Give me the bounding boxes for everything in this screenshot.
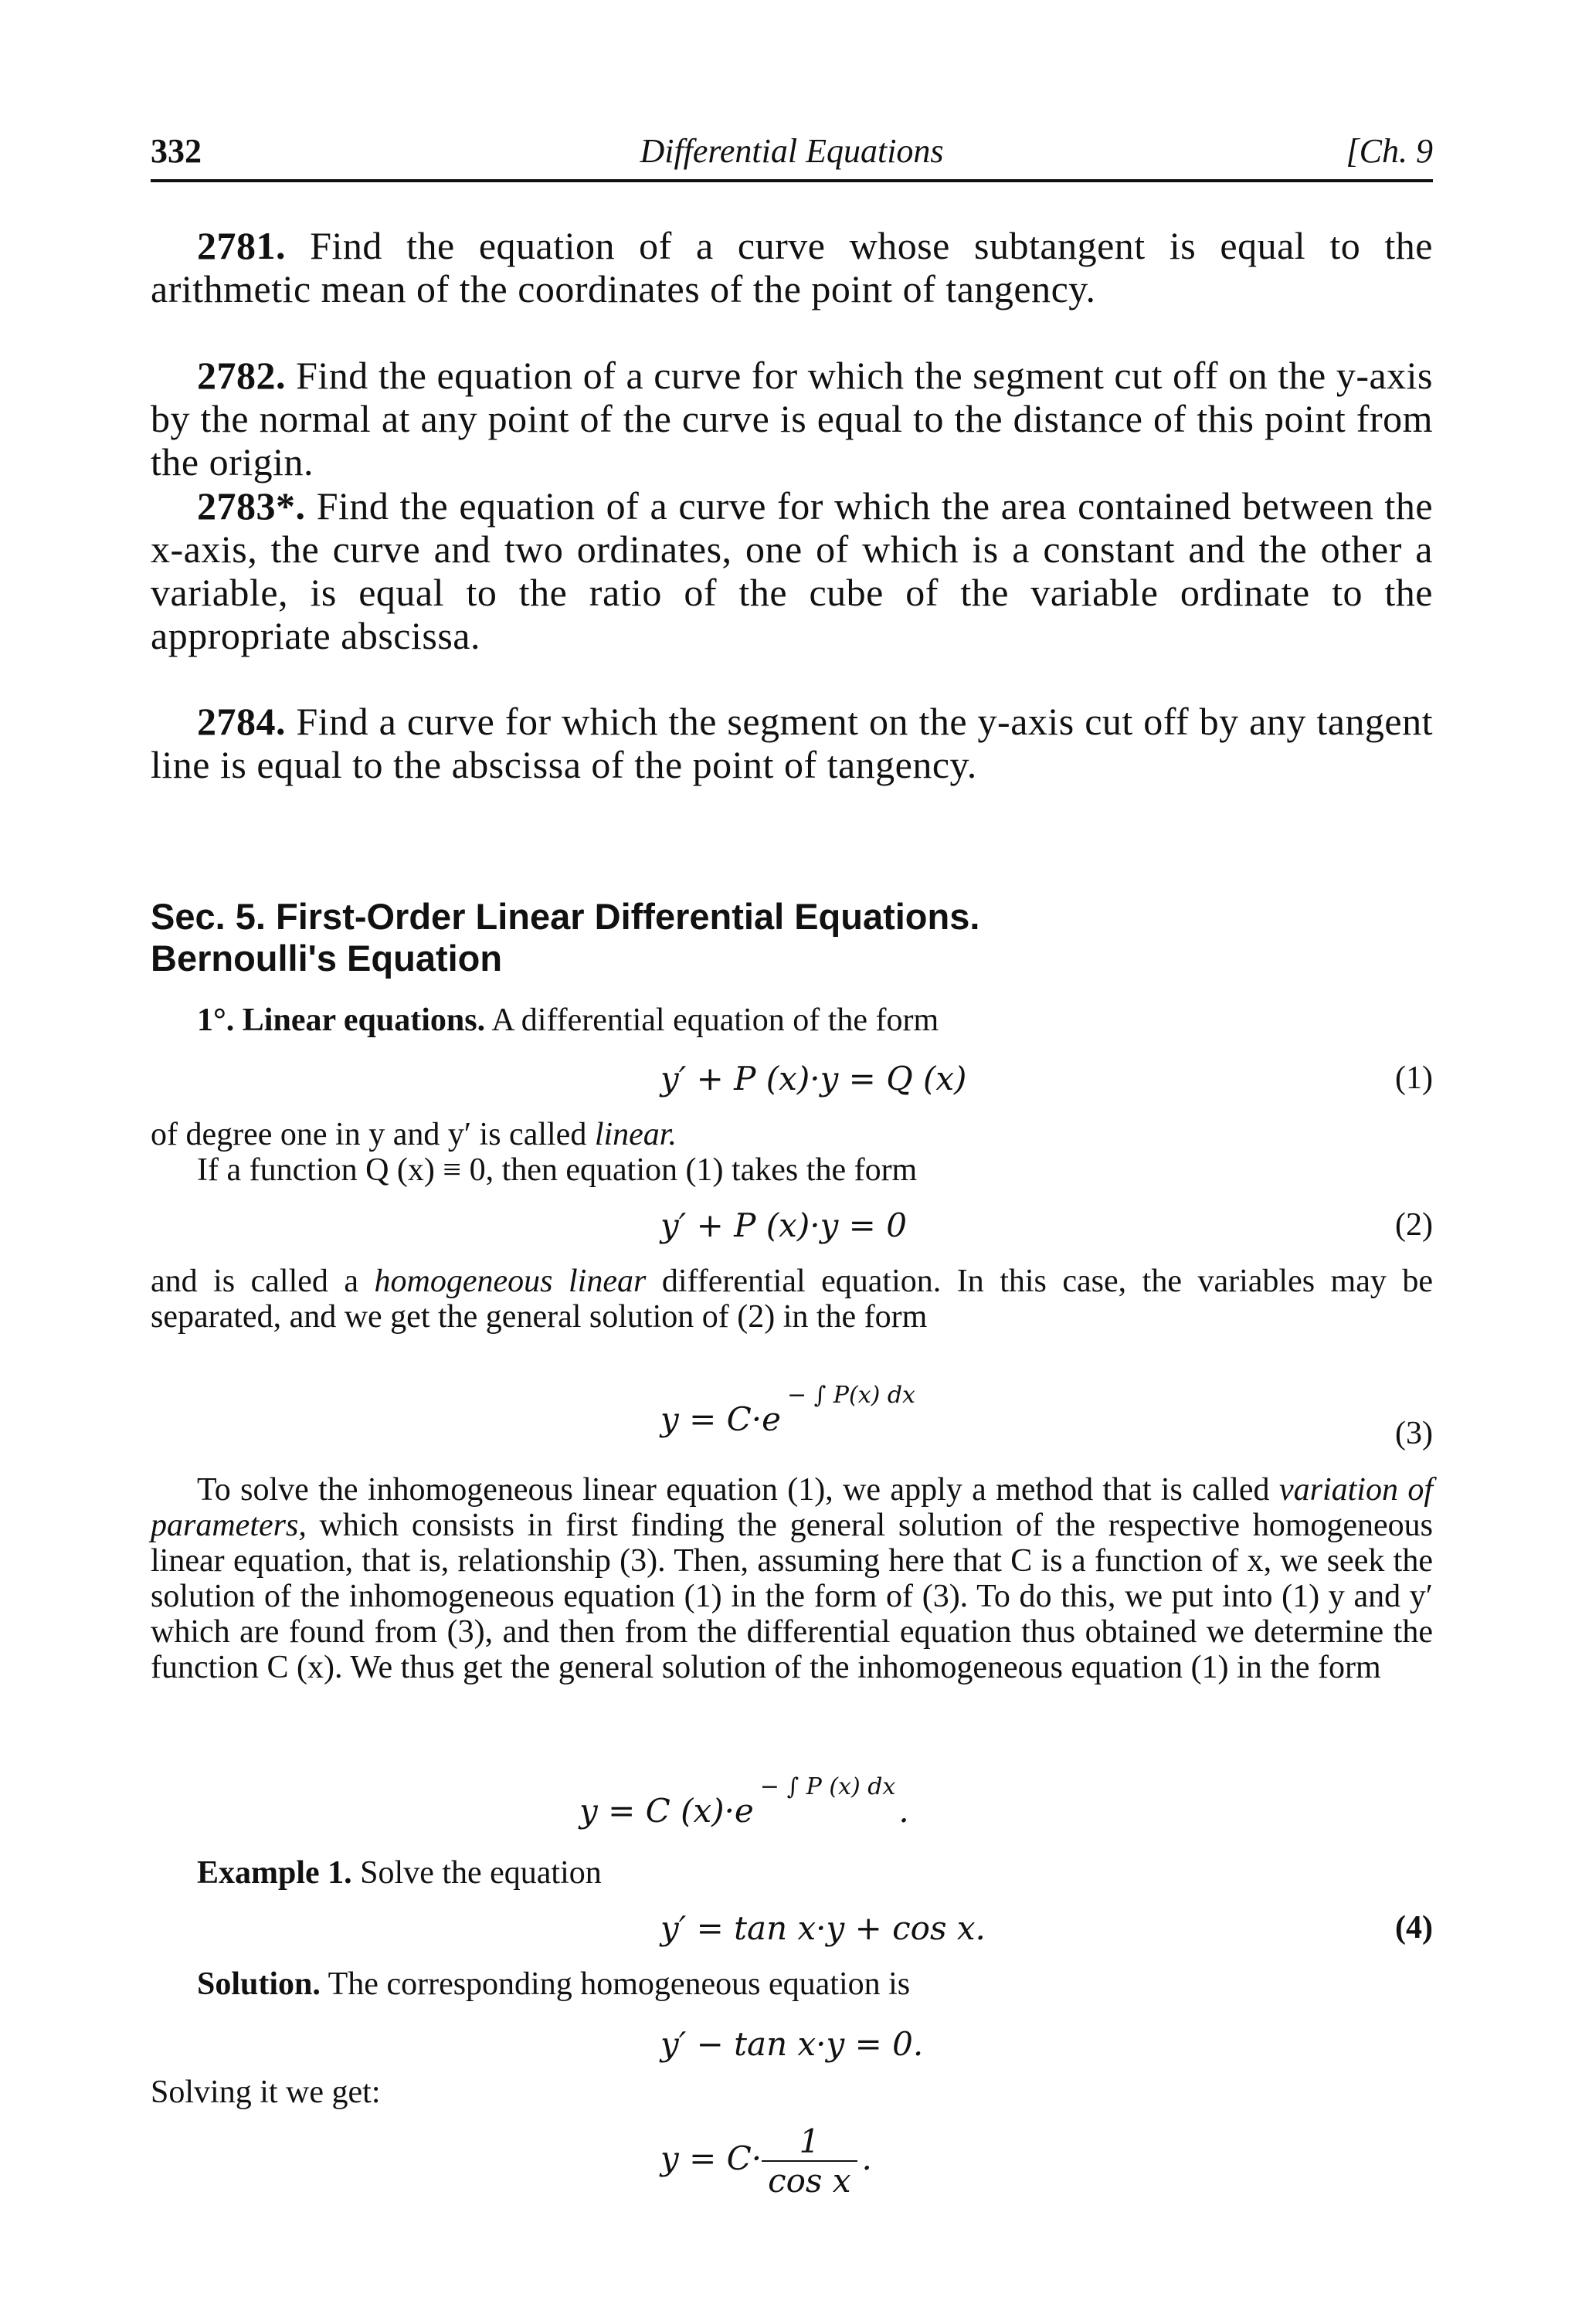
chapter-marker: [Ch. 9 [1346, 132, 1433, 170]
solving-label: Solving it we get: [151, 2075, 381, 2110]
solution-end: . [861, 2139, 872, 2177]
linear-intro [151, 1003, 1433, 1038]
homogeneous-equation: y′ − tan x·y = 0. [660, 2025, 924, 2063]
example-text: Solve the equation [360, 1855, 602, 1891]
solution-equation [660, 2122, 872, 2200]
example-label: Example 1. [197, 1855, 352, 1891]
equation-3 [660, 1379, 915, 1438]
problem-2784 [151, 700, 1433, 786]
problem-text: Find the equation of a curve whose subtangent is equal to the arithmetic mean of the coordinates of the point of tangency. [151, 224, 1433, 310]
term-homogeneous-linear: homogeneous linear [374, 1264, 647, 1299]
problem-text: Find a curve for which the segment on the y-axis cut off by any tangent line is equal to the abscissa of the point of tangency. [151, 700, 1433, 786]
section-heading [151, 896, 1433, 979]
fraction-denominator: cos x [768, 2162, 851, 2200]
problem-text: Find the equation of a curve for which the area contained between the x-axis, the curve and two ordinates, one of which is a constant and the other a variable, is equal to the ratio of the cube of the variable ordinate to the appropriate abscissa. [151, 484, 1434, 657]
page-number: 332 [151, 132, 202, 170]
section-heading-line1: Sec. 5. First-Order Linear Differential Equations. [151, 896, 980, 937]
equation-4: y′ = tan x·y + cos x. [660, 1909, 986, 1947]
equation-number-1: (1) [1395, 1060, 1433, 1096]
equation-number-3: (3) [1395, 1416, 1433, 1451]
text: which consists in first finding the general solution of the respective homogeneous linear equation, that is, relationship (3). Then, assuming here that C is a function of x, we seek the solution of the inhomogeneous equation (1) in the form of (3). To do this, we put into (1) y and y′ which are found from (3), and then from the differential equation thus obtained we determine the function C (x). We thus get the general solution of the inhomogeneous equation (1) in the form [151, 1508, 1433, 1685]
solution-label: Solution. [197, 1966, 321, 2002]
problem-text: Find the equation of a curve for which the segment cut off on the y-axis by the normal at any point of the curve is equal to the distance of this point from the origin. [151, 354, 1434, 483]
solution-paragraph [151, 1966, 1433, 2002]
problem-2782 [151, 354, 1433, 483]
problem-number: 2784. [197, 700, 286, 743]
equation-number-4: (4) [1395, 1910, 1433, 1946]
paragraph-variation-of-parameters [151, 1472, 1433, 1685]
text: differential equation. In this case, the variables may be separated, and we get the general solution of (2) in the form [151, 1264, 1433, 1335]
paragraph-q-zero [151, 1152, 1433, 1188]
text: To solve the inhomogeneous linear equation (1), we apply a method that is called [197, 1472, 1279, 1508]
fraction-numerator: 1 [762, 2122, 857, 2162]
text: and is called a [151, 1264, 375, 1299]
solution-lhs: y = C· [660, 2139, 762, 2177]
fraction [762, 2122, 857, 2200]
intro-text: A differential equation of the form [491, 1003, 939, 1038]
term-variation-of-parameters: variation of parameters, [151, 1472, 1434, 1543]
header-title: Differential Equations [640, 132, 944, 170]
problem-number: 2781. [197, 224, 286, 267]
equation-1: y′ + P (x)·y = Q (x) [660, 1060, 967, 1098]
solution-text: The corresponding homogeneous equation is [328, 1966, 911, 2002]
equation-4-base: y = C (x)·e [579, 1792, 754, 1830]
example-1 [151, 1855, 1433, 1891]
subsection-label: 1°. Linear equations. [197, 1003, 486, 1038]
section-heading-line2: Bernoulli's Equation [151, 938, 503, 979]
equation-4-exponent: − ∫ P (x) dx [759, 1773, 896, 1800]
term-linear: linear. [594, 1117, 677, 1152]
problem-number: 2782. [197, 354, 286, 397]
text: If a function Q (x) ≡ 0, then equation (1) takes the form [197, 1152, 918, 1188]
equation-3-base: y = C·e [660, 1400, 781, 1438]
equation-2: y′ + P (x)·y = 0 [660, 1206, 907, 1244]
paragraph-homogeneous [151, 1264, 1433, 1335]
equation-general-solution [579, 1770, 909, 1830]
equation-4-end: . [898, 1792, 909, 1830]
equation-3-exponent: − ∫ P(x) dx [786, 1382, 915, 1409]
problem-2781 [151, 224, 1433, 310]
equation-number-2: (2) [1395, 1207, 1433, 1243]
running-header [151, 131, 1433, 182]
problem-2783 [151, 484, 1433, 657]
problem-number: 2783*. [197, 484, 306, 528]
text: of degree one in y and y′ is called [151, 1117, 595, 1152]
paragraph-linear-def [151, 1117, 1433, 1152]
